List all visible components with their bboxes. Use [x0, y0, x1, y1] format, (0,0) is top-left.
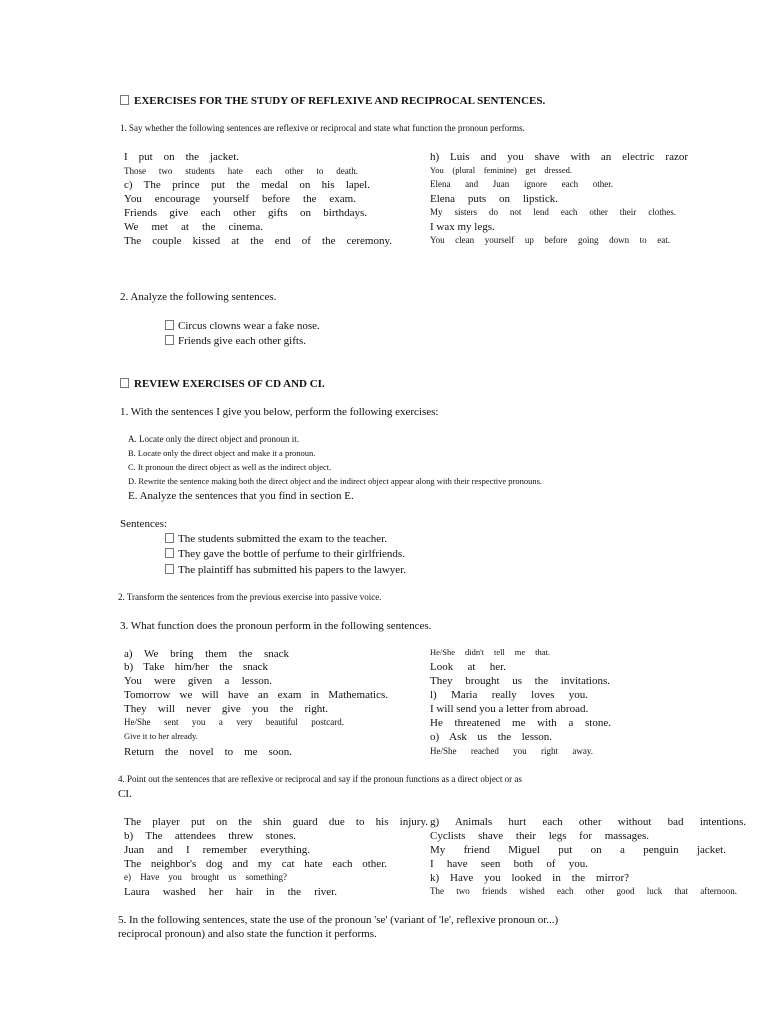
ex1-left-sentence: I put on the jacket.: [124, 151, 239, 163]
ex1-right-sentence: I wax my legs.: [430, 221, 495, 233]
section2-heading: [120, 378, 325, 390]
ex3-left-sentence: a) We bring them the snack: [124, 648, 289, 660]
ex1-left-sentence: c) The prince put the medal on his lapel.: [124, 179, 370, 191]
ex3-left-sentence: He/She sent you a very beautiful postcard.: [124, 717, 344, 727]
ex1-right-sentence: You clean yourself up before going down to eat.: [430, 235, 670, 245]
task-item: B. Locate only the direct object and make it a pronoun.: [128, 448, 316, 458]
bullet-box-icon: [165, 320, 174, 330]
ex4-left-sentence: Juan and I remember everything.: [124, 844, 310, 856]
ex3-left-sentence: Return the novel to me soon.: [124, 746, 292, 758]
list-item: The plaintiff has submitted his papers to the lawyer.: [165, 564, 406, 576]
section2-ex5-instruction: 5. In the following sentences, state the use of the pronoun 'se' (variant of 'le', reflexive pronoun or...): [118, 914, 559, 926]
ex3-left-sentence: Tomorrow we will have an exam in Mathematics.: [124, 689, 388, 701]
ex4-left-sentence: b) The attendees threw stones.: [124, 830, 296, 842]
ex4-right-sentence: I have seen both of you.: [430, 858, 588, 870]
ex1-left-sentence: We met at the cinema.: [124, 221, 263, 233]
ex4-right-sentence: k) Have you looked in the mirror?: [430, 872, 629, 884]
bullet-box-icon: [120, 378, 129, 388]
ex4-left-sentence: The neighbor's dog and my cat hate each other.: [124, 858, 387, 870]
ex4-left-sentence: e) Have you brought us something?: [124, 872, 287, 882]
ex3-right-sentence: Look at her.: [430, 661, 506, 673]
ex1-left-sentence: The couple kissed at the end of the ceremony.: [124, 235, 392, 247]
bullet-box-icon: [120, 95, 129, 105]
section2-ex3-instruction: 3. What function does the pronoun perform in the following sentences.: [120, 620, 432, 632]
section2-ex2-instruction: 2. Transform the sentences from the previous exercise into passive voice.: [118, 592, 382, 602]
sentences-label: Sentences:: [120, 518, 168, 530]
section2-title: REVIEW EXERCISES OF CD AND CI.: [134, 378, 325, 390]
ex3-right-sentence: He threatened me with a stone.: [430, 717, 611, 729]
ex3-left-sentence: They will never give you the right.: [124, 703, 328, 715]
task-item: D. Rewrite the sentence making both the direct object and the indirect object appear along with their respective pronouns.: [128, 476, 542, 486]
ex1-left-sentence: Those two students hate each other to death.: [124, 166, 358, 176]
ex3-left-sentence: You were given a lesson.: [124, 675, 272, 687]
ex1-right-sentence: h) Luis and you shave with an electric razor: [430, 151, 688, 163]
ex3-right-sentence: I will send you a letter from abroad.: [430, 703, 589, 715]
task-item: A. Locate only the direct object and pronoun it.: [128, 434, 299, 444]
ex3-left-sentence: Give it to her already.: [124, 731, 198, 741]
ex4-right-sentence: The two friends wished each other good luck that afternoon.: [430, 886, 737, 896]
ex1-right-sentence: You (plural feminine) get dressed.: [430, 165, 572, 175]
bullet-box-icon: [165, 335, 174, 345]
ex1-right-sentence: My sisters do not lend each other their clothes.: [430, 207, 676, 217]
bullet-box-icon: [165, 533, 174, 543]
section1-heading: [120, 95, 545, 107]
ex4-left-sentence: Laura washed her hair in the river.: [124, 886, 337, 898]
ex3-right-sentence: l) Maria really loves you.: [430, 689, 588, 701]
ex1-right-sentence: Elena puts on lipstick.: [430, 193, 558, 205]
task-item: E. Analyze the sentences that you find in section E.: [128, 490, 354, 502]
ex4-right-sentence: My friend Miguel put on a penguin jacket.: [430, 844, 726, 856]
list-item: Friends give each other gifts.: [165, 335, 306, 347]
ex3-left-sentence: b) Take him/her the snack: [124, 661, 268, 673]
list-item: They gave the bottle of perfume to their girlfriends.: [165, 548, 405, 560]
ex1-left-sentence: You encourage yourself before the exam.: [124, 193, 356, 205]
section1-ex2-instruction: 2. Analyze the following sentences.: [120, 291, 277, 303]
ex3-right-sentence: They brought us the invitations.: [430, 675, 610, 687]
section2-ex1-instruction: 1. With the sentences I give you below, perform the following exercises:: [120, 406, 439, 418]
section2-ex4-instruction-cont: CI.: [118, 788, 132, 800]
ex4-right-sentence: g) Animals hurt each other without bad intentions.: [430, 816, 746, 828]
ex3-right-sentence: o) Ask us the lesson.: [430, 731, 552, 743]
list-item: The students submitted the exam to the teacher.: [165, 533, 387, 545]
task-item: C. It pronoun the direct object as well as the indirect object.: [128, 462, 332, 472]
ex1-left-sentence: Friends give each other gifts on birthdays.: [124, 207, 367, 219]
bullet-box-icon: [165, 564, 174, 574]
section1-title: EXERCISES FOR THE STUDY OF REFLEXIVE AND RECIPROCAL SENTENCES.: [134, 95, 546, 107]
ex1-right-sentence: Elena and Juan ignore each other.: [430, 179, 613, 189]
section1-ex1-instruction: 1. Say whether the following sentences are reflexive or reciprocal and state what function the pronoun performs.: [120, 123, 525, 133]
list-item: Circus clowns wear a fake nose.: [165, 320, 320, 332]
section2-ex5-instruction-cont: reciprocal pronoun) and also state the function it performs.: [118, 928, 377, 940]
ex3-right-sentence: He/She didn't tell me that.: [430, 647, 550, 657]
ex3-right-sentence: He/She reached you right away.: [430, 746, 593, 756]
ex4-right-sentence: Cyclists shave their legs for massages.: [430, 830, 649, 842]
bullet-box-icon: [165, 548, 174, 558]
section2-ex4-instruction: 4. Point out the sentences that are reflexive or reciprocal and say if the pronoun functions as a direct object or as: [118, 774, 522, 784]
ex4-left-sentence: The player put on the shin guard due to his injury.: [124, 816, 428, 828]
